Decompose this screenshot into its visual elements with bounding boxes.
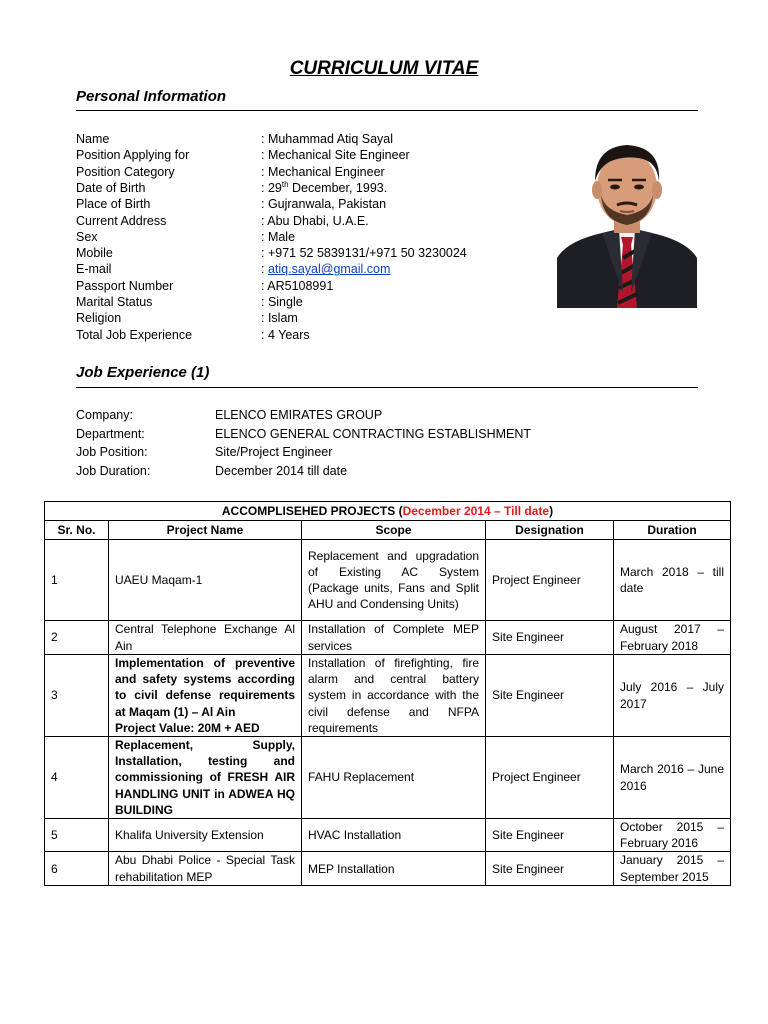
value-suffix: December, 1993. [288,180,388,195]
project-row [45,737,731,819]
personal-info-label: E-mail [76,262,112,277]
personal-info-value: : Mechanical Engineer [261,164,385,179]
personal-info-value: : 4 Years [261,327,310,342]
job-duration-label: Job Duration: [76,464,151,478]
project-name: Replacement, Supply, Installation, testing and commissioning of FRESH AIR HANDLING UNIT in ADWEA HQ BUILDING [109,737,302,819]
project-designation: Project Engineer [486,540,614,621]
value-superscript: th [281,179,289,189]
personal-info-label: Name [76,132,110,146]
project-scope: FAHU Replacement [302,737,486,819]
project-duration: August 2017 – February 2018 [614,621,731,655]
job-experience-divider [76,387,698,388]
project-name: Abu Dhabi Police - Special Task rehabilitation MEP [109,852,302,885]
profile-photo [557,133,697,308]
job-experience-heading: Job Experience (1) [76,364,210,381]
personal-info-value: : AR5108991 [261,278,334,293]
header-scope: Scope [302,521,486,540]
projects-caption [45,502,731,521]
header-designation: Designation [486,521,614,540]
job-department-label: Department: [76,427,145,441]
project-duration: March 2016 – June 2016 [614,737,731,819]
project-scope: MEP Installation [302,852,486,885]
personal-info-value: : +971 52 5839131/+971 50 3230024 [261,246,467,261]
job-company-label: Company: [76,408,133,422]
personal-info-label: Position Applying for [76,148,190,163]
project-sr-no: 3 [45,655,109,737]
cv-title: CURRICULUM VITAE [289,58,479,79]
personal-info-label: Mobile [76,246,113,261]
personal-info-label: Sex [76,229,98,244]
projects-header-row [45,521,731,540]
project-sr-no: 2 [45,621,109,655]
email-link[interactable]: atiq.sayal@gmail.com [267,262,391,277]
personal-info-label: Date of Birth [76,180,146,195]
header-project-name: Project Name [109,521,302,540]
personal-info-divider [76,110,698,111]
personal-info-label: Position Category [76,164,175,179]
personal-info-label: Place of Birth [76,197,151,212]
project-name: Central Telephone Exchange Al Ain [109,621,302,655]
project-designation: Site Engineer [486,852,614,885]
personal-info-value: : Mechanical Site Engineer [261,148,410,163]
value-prefix: : 29 [261,180,282,195]
personal-info-label: Total Job Experience [76,327,193,342]
projects-caption-row [45,502,731,521]
project-scope: HVAC Installation [302,819,486,852]
projects-caption-dates: December 2014 – Till date [402,503,550,518]
job-company-value: ELENCO EMIRATES GROUP [215,408,383,422]
personal-info-heading: Personal Information [76,88,227,105]
job-position-value: Site/Project Engineer [215,445,333,459]
job-duration-value: December 2014 till date [215,464,348,478]
project-row [45,540,731,621]
job-position-label: Job Position: [76,445,148,459]
project-sr-no: 5 [45,819,109,852]
project-scope: Installation of Complete MEP services [302,621,486,655]
project-value: Project Value: 20M + AED [115,720,260,735]
personal-info-value: : Male [261,229,296,244]
project-row [45,852,731,885]
project-scope: Replacement and upgradation of Existing AC System (Package units, Fans and Split AHU and Condensing Units) [302,540,486,621]
personal-info-label: Passport Number [76,278,174,293]
project-designation: Site Engineer [486,819,614,852]
projects-table [44,501,731,886]
personal-info-label: Religion [76,311,122,326]
projects-caption-text: ACCOMPLISEHED PROJECTS ( [221,503,403,518]
project-duration: July 2016 – July 2017 [614,655,731,737]
personal-info-value: : Abu Dhabi, U.A.E. [261,213,369,228]
personal-info-label: Marital Status [76,295,153,309]
projects-caption-close: ) [549,503,554,518]
project-designation: Site Engineer [486,655,614,737]
personal-info-value [261,180,387,196]
projects-table-body [45,540,731,886]
project-name: Khalifa University Extension [109,819,302,852]
job-department-value: ELENCO GENERAL CONTRACTING ESTABLISHMENT [215,427,532,441]
project-sr-no: 6 [45,852,109,885]
personal-info-value: : Gujranwala, Pakistan [261,197,387,212]
project-row [45,621,731,655]
project-sr-no: 4 [45,737,109,819]
personal-info-value [261,261,390,277]
project-row [45,655,731,737]
header-duration: Duration [614,521,731,540]
project-row [45,819,731,852]
project-scope: Installation of firefighting, fire alarm and central battery system in accordance with the civil defense and NFPA requirements [302,655,486,737]
project-designation: Site Engineer [486,621,614,655]
project-duration: March 2018 – till date [614,540,731,621]
personal-info-value: : Muhammad Atiq Sayal [261,132,394,146]
header-sr-no: Sr. No. [45,521,109,540]
project-duration: January 2015 – September 2015 [614,852,731,885]
project-name-text: Implementation of preventive and safety systems according to civil defense requirements at Maqam (1) – Al Ain [115,656,295,719]
project-designation: Project Engineer [486,737,614,819]
project-sr-no: 1 [45,540,109,621]
value-prefix: : [261,262,268,277]
personal-info-value: : Single [261,295,303,309]
project-name [109,655,302,737]
personal-info-label: Current Address [76,213,167,228]
project-duration: October 2015 – February 2016 [614,819,731,852]
project-name: UAEU Maqam-1 [109,540,302,621]
personal-info-value: : Islam [261,311,298,326]
